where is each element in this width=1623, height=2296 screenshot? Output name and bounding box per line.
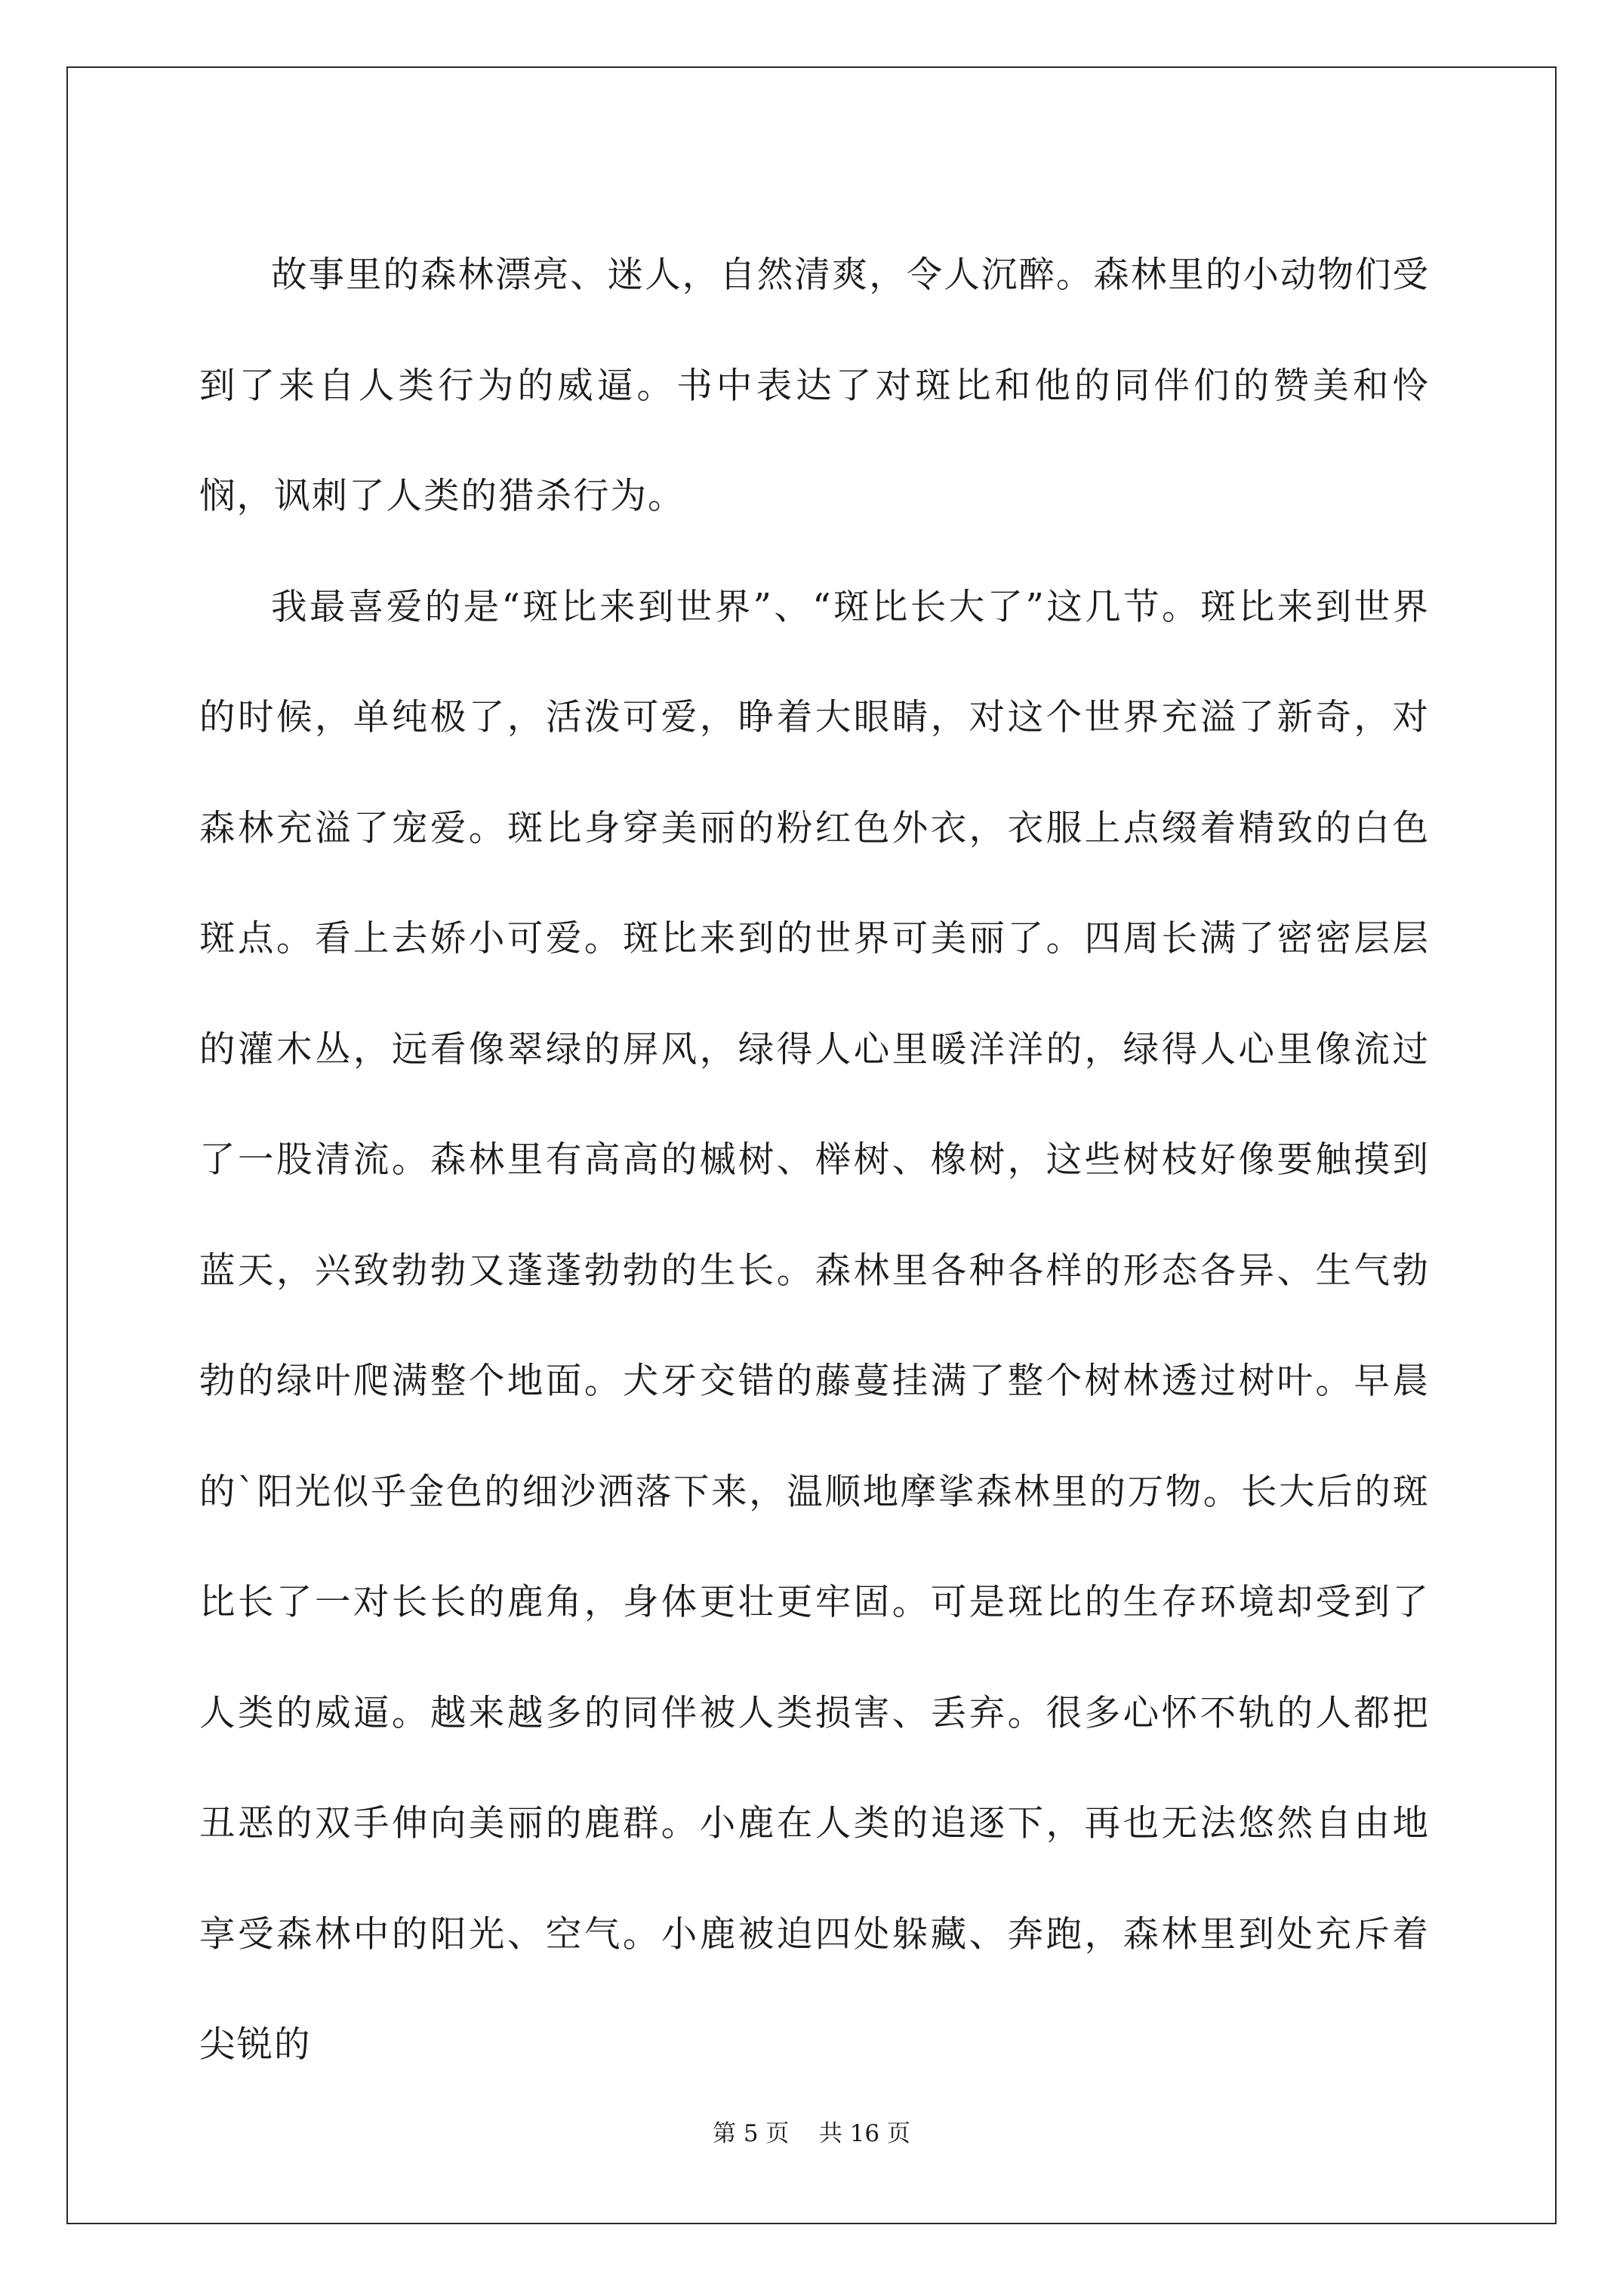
document-body — [199, 220, 1430, 2101]
page-footer — [0, 2114, 1623, 2148]
page-total: 共 16 页 — [818, 2120, 910, 2147]
paragraph-1: 故事里的森林漂亮、迷人，自然清爽，令人沉醉。森林里的小动物们受到了来自人类行为的威逼。书中表达了对斑比和他的同伴们的赞美和怜悯，讽刺了人类的猎杀行为。 — [199, 254, 1430, 517]
page-number: 第 5 页 — [712, 2120, 790, 2147]
paragraph-2: 我最喜爱的是“斑比来到世界”、“斑比长大了”这几节。斑比来到世界的时候，单纯极了，活泼可爱，睁着大眼睛，对这个世界充溢了新奇，对森林充溢了宠爱。斑比身穿美丽的粉红色外衣，衣服上点缀着精致的白色斑点。看上去娇小可爱。斑比来到的世界可美丽了。四周长满了密密层层的灌木丛，远看像翠绿的屏风，绿得人心里暖洋洋的，绿得人心里像流过了一股清流。森林里有高高的槭树、榉树、橡树，这些树枝好像要触摸到蓝天，兴致勃勃又蓬蓬勃勃的生长。森林里各种各样的形态各异、生气勃勃的绿叶爬满整个地面。犬牙交错的藤蔓挂满了整个树林透过树叶。早晨的`阳光似乎金色的细沙洒落下来，温顺地摩挲森林里的万物。长大后的斑比长了一对长长的鹿角，身体更壮更牢固。可是斑比的生存环境却受到了人类的威逼。越来越多的同伴被人类损害、丢弃。很多心怀不轨的人都把丑恶的双手伸向美丽的鹿群。小鹿在人类的追逐下，再也无法悠然自由地享受森林中的阳光、空气。小鹿被迫四处躲藏、奔跑，森林里到处充斥着尖锐的 — [199, 586, 1430, 2066]
